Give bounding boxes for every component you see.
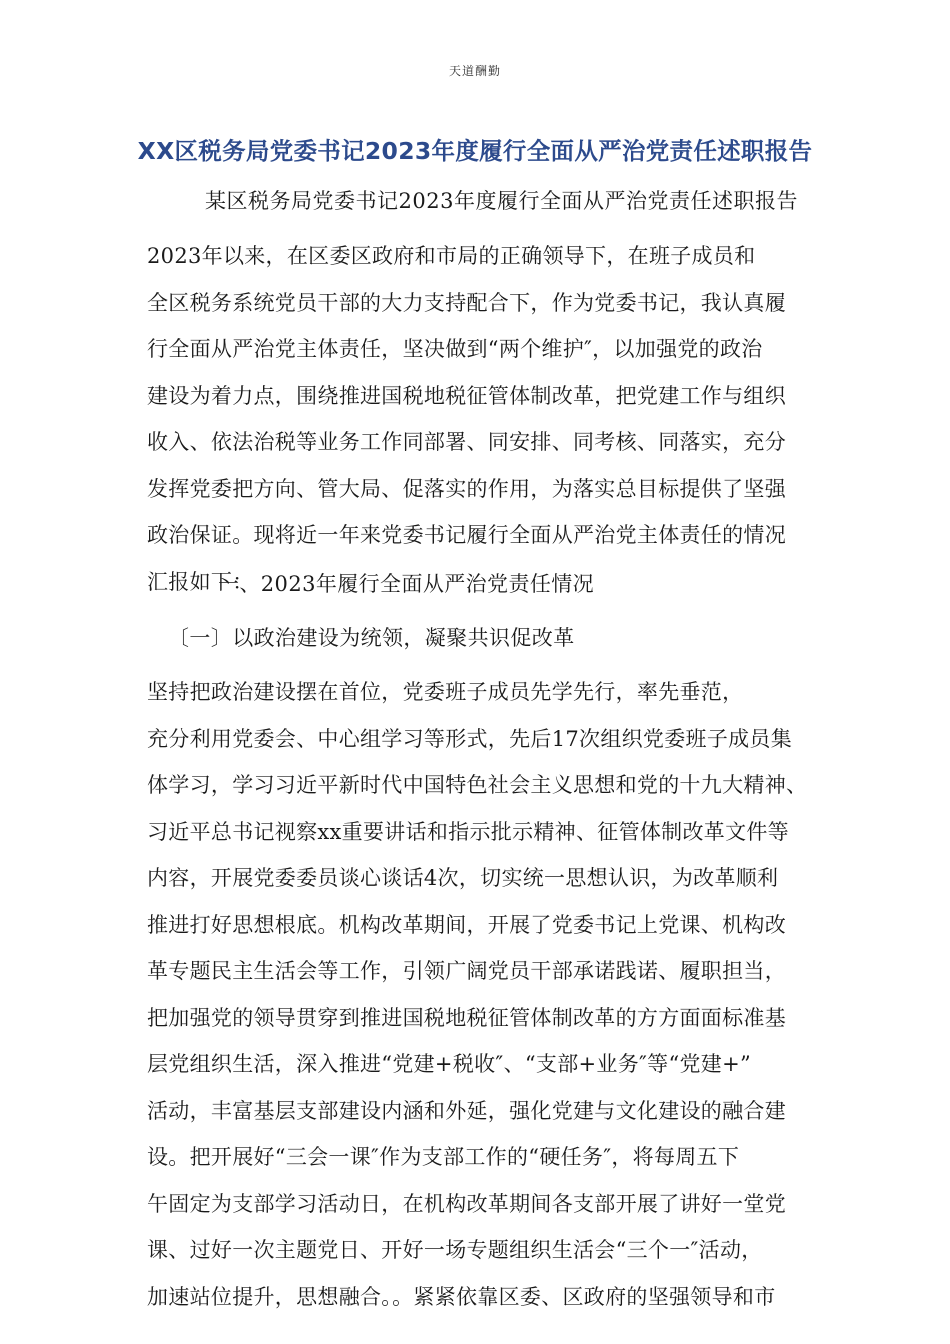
header-watermark-text: 天道酬勤 bbox=[448, 64, 501, 78]
body-line: 加速站位提升，思想融合。。紧紧依靠区委、区政府的坚强领导和市 bbox=[147, 1284, 776, 1309]
body-line: 活动，丰富基层支部建设内涵和外延，强化党建与文化建设的融合建 bbox=[147, 1098, 786, 1123]
body-line: 午固定为支部学习活动日，在机构改革期间各支部开展了讲好一堂党 bbox=[147, 1191, 786, 1216]
body-line: 坚持把政治建设摆在首位，党委班子成员先学先行，率先垂范， bbox=[147, 680, 744, 704]
body-line: 层党组织生活，深入推进“党建+税收″、“支部+业务″等“党建+” bbox=[147, 1052, 752, 1076]
document-subtitle: 某区税务局党委书记2023年度履行全面从严治党责任述职报告 bbox=[205, 189, 798, 213]
body-line: 体学习，学习习近平新时代中国特色社会主义思想和党的十九大精神、 bbox=[147, 773, 808, 797]
body-line: 充分利用党委会、中心组学习等形式，先后17次组织党委班子成员集 bbox=[147, 726, 793, 751]
intro-line: 2023年以来，在区委区政府和市局的正确领导下，在班子成员和 bbox=[147, 244, 756, 268]
body-line: 习近平总书记视察xx重要讲话和指示批示精神、征管体制改革文件等 bbox=[147, 819, 789, 844]
body-line: 推进打好思想根底。机构改革期间，开展了党委书记上党课、机构改 bbox=[147, 912, 786, 937]
body-line: 把加强党的领导贯穿到推进国税地税征管体制改革的方方面面标准基 bbox=[147, 1005, 786, 1030]
section-heading: 一、2023年履行全面从严治党责任情况 bbox=[218, 572, 595, 596]
intro-line: 建设为着力点，围绕推进国税地税征管体制改革，把党建工作与组织 bbox=[147, 383, 786, 408]
body-line: 设。把开展好“三会一课″作为支部工作的“硬任务″，将每周五下 bbox=[147, 1145, 740, 1169]
body-line: 内容，开展党委委员谈心谈话4次，切实统一思想认识，为改革顺利 bbox=[147, 866, 779, 890]
intro-line: 发挥党委把方向、管大局、促落实的作用，为落实总目标提供了坚强 bbox=[147, 476, 786, 501]
intro-line: 政治保证。现将近一年来党委书记履行全面从严治党主体责任的情况 bbox=[147, 523, 786, 547]
intro-line: 全区税务系统党员干部的大力支持配合下，作为党委书记，我认真履 bbox=[147, 290, 786, 315]
intro-line: 汇报如下： bbox=[147, 569, 254, 594]
intro-line: 行全面从严治党主体责任，坚决做到“两个维护″，以加强党的政治 bbox=[147, 337, 763, 361]
subsection-heading: 〔一〕以政治建设为统领，凝聚共识促改革 bbox=[168, 626, 575, 650]
body-line: 革专题民主生活会等工作，引领广阔党员干部承诺践诺、履职担当， bbox=[147, 959, 786, 983]
body-line: 课、过好一次主题党日、开好一场专题组织生活会“三个一″活动， bbox=[147, 1238, 763, 1262]
intro-line: 收入、依法治税等业务工作同部署、同安排、同考核、同落实，充分 bbox=[147, 430, 786, 454]
document-title: XX区税务局党委书记2023年度履行全面从严治党责任述职报告 bbox=[137, 137, 813, 165]
